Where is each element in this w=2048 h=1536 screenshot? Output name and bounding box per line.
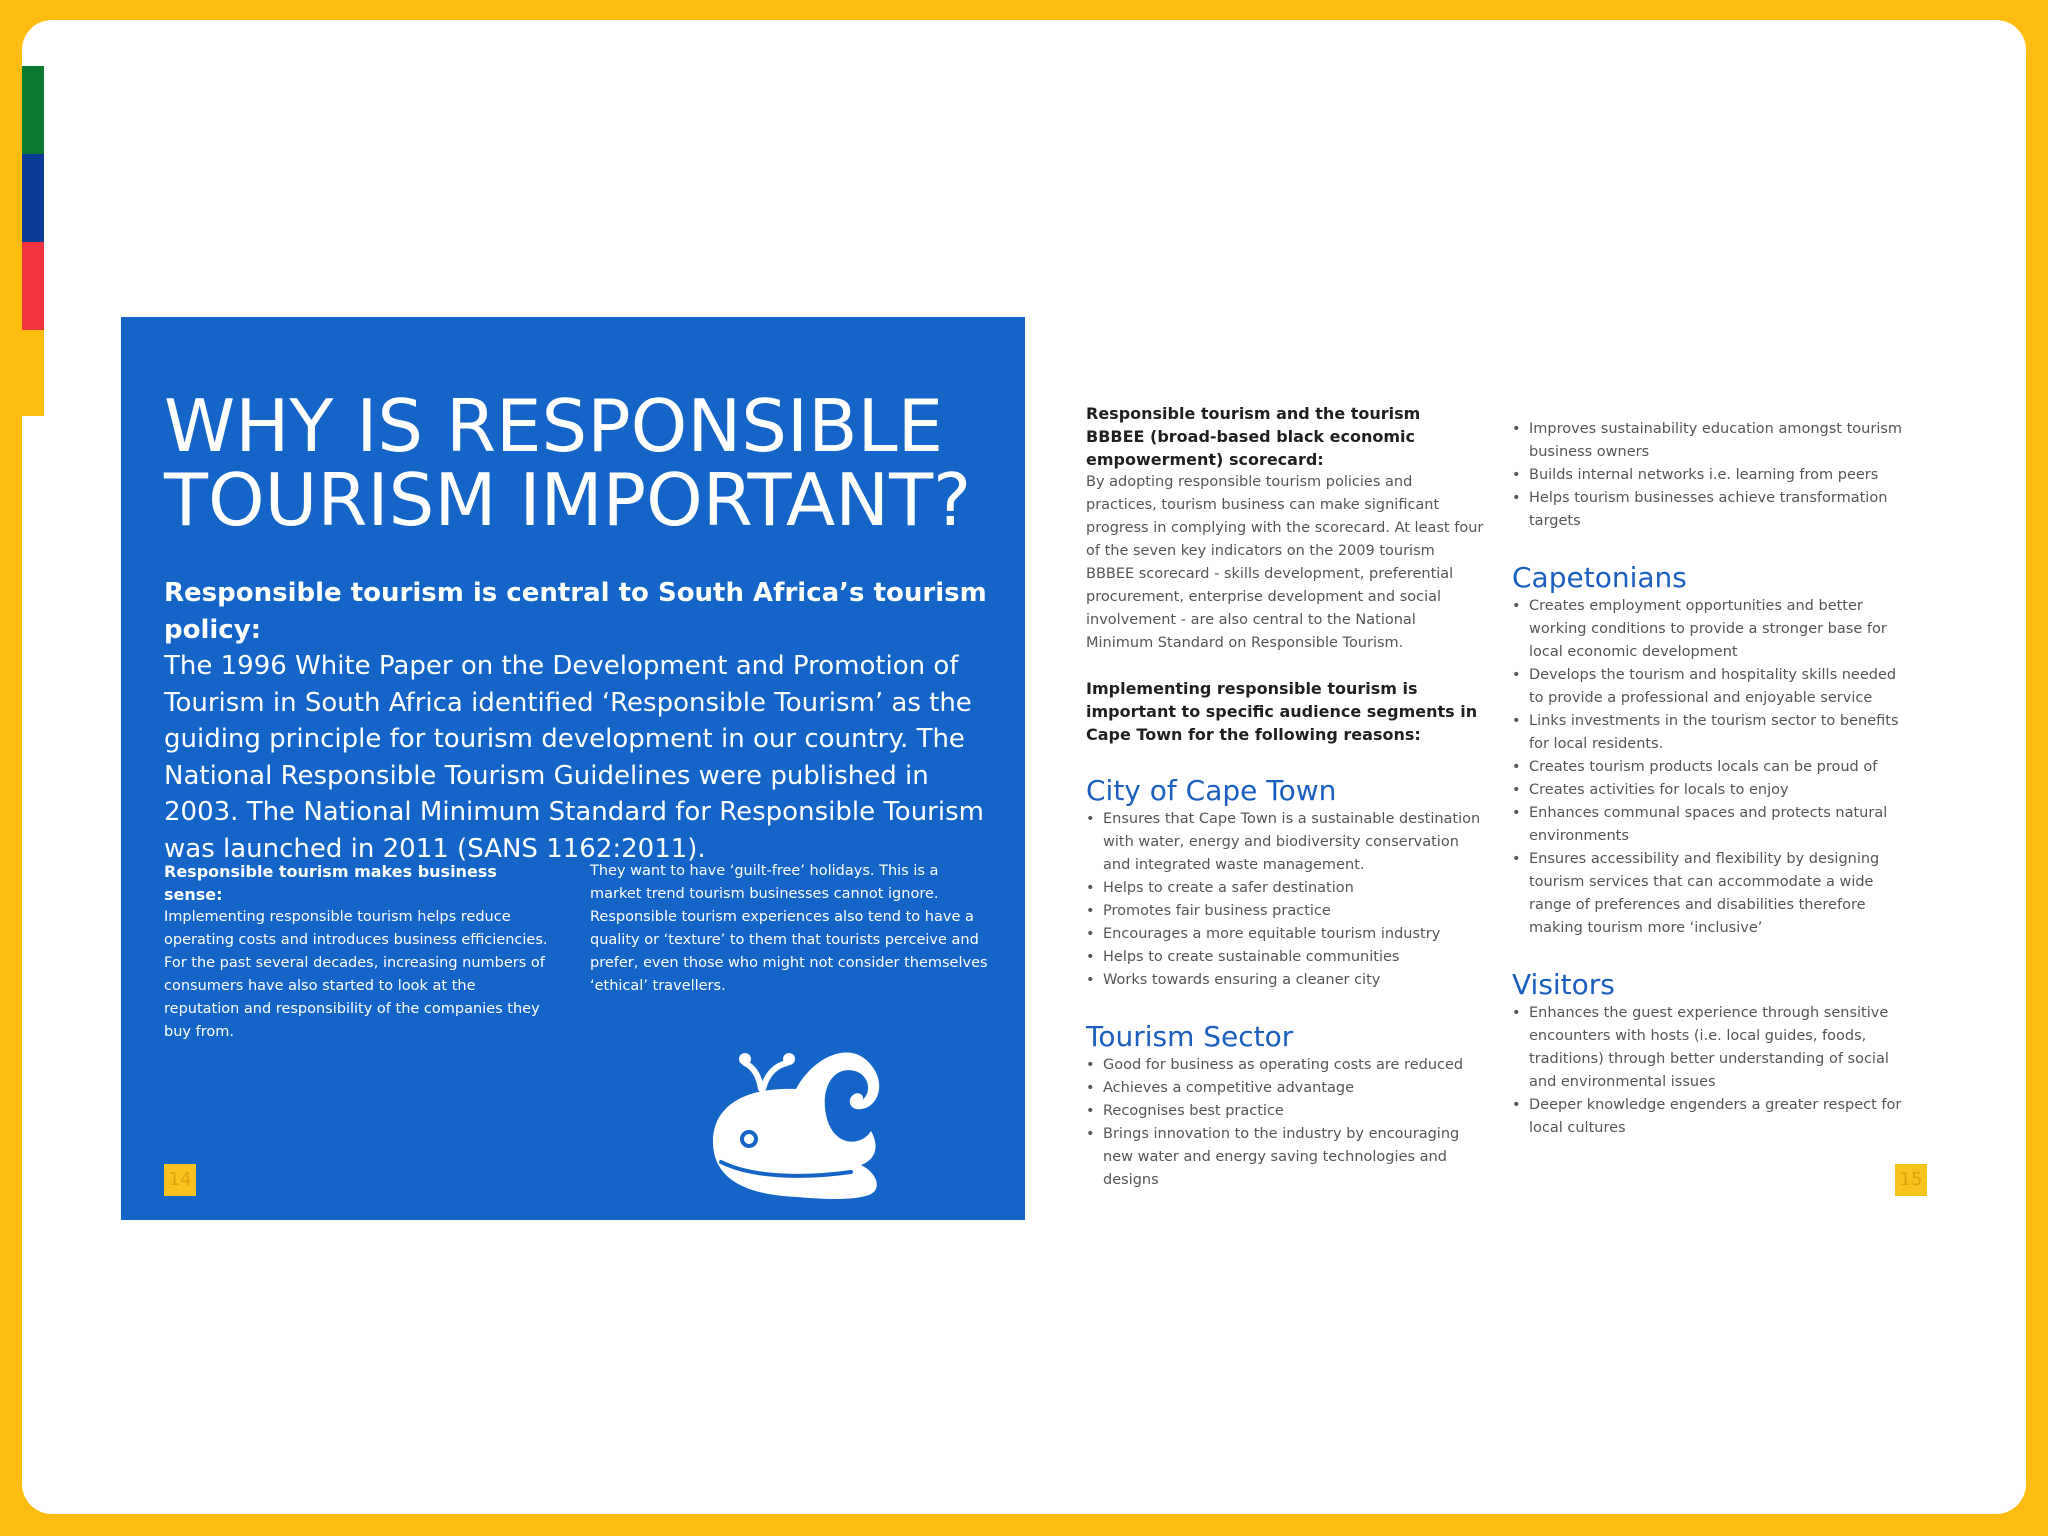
guilt-free-body: They want to have ‘guilt-free’ holidays. This is a market trend tourism businesses cannot ignore. Responsible tourism experiences also tend to have a quality or ‘texture’ to them that tourists perceive and prefer, even those who might not consider themselves ‘ethical’ travellers. [590,863,988,994]
flag-stripe-blue [22,154,44,242]
flag-stripe-yellow [22,330,44,416]
business-sense-body: Implementing responsible tourism helps reduce operating costs and introduces business efficiencies. For the past several decades, increasing numbers of consumers have also started to look at the reputation and responsibility of the companies they buy from. [164,909,548,1040]
tourism-sector-list-continued [1512,418,1910,533]
right-page [1062,20,1962,1514]
flag-stripe-red [22,242,44,330]
visitors-list [1512,1002,1910,1140]
title-line-2: TOURISM IMPORTANT? [164,458,972,542]
list-item: • Ensures accessibility and flexibility by designing tourism services that can accommodate a wide range of preferences and disabilities therefore making tourism more ‘inclusive’ [1512,848,1910,940]
list-item: • Helps tourism businesses achieve transformation targets [1512,487,1910,533]
list-item: • Enhances communal spaces and protects natural environments [1512,802,1910,848]
capetonians-list [1512,595,1910,940]
list-item: • Recognises best practice [1086,1100,1484,1123]
title-line-1: WHY IS RESPONSIBLE [164,384,944,468]
list-item: • Improves sustainability education amongst tourism business owners [1512,418,1910,464]
list-item: • Achieves a competitive advantage [1086,1077,1484,1100]
list-item: • Promotes fair business practice [1086,900,1484,923]
page-number-right: 15 [1895,1164,1927,1196]
left-page [121,317,1025,1220]
business-sense-column [164,860,549,1044]
section-title-city: City of Cape Town [1086,774,1337,807]
list-item: • Brings innovation to the industry by encouraging new water and energy saving technologies and designs [1086,1123,1484,1192]
right-column-1 [1086,402,1484,1192]
list-item: • Helps to create a safer destination [1086,877,1484,900]
bbbee-body: By adopting responsible tourism policies and practices, tourism business can make significant progress in complying with the scorecard. At least four of the seven key indicators on the 2009 tourism BBBEE scorecard - skills development, preferential procurement, enterprise development and social involvement - are also central to the National Minimum Standard on Responsible Tourism. [1086,474,1484,651]
intro-body: The 1996 White Paper on the Development and Promotion of Tourism in South Africa identified ‘Responsible Tourism’ as the guiding principle for tourism development in our country. The National Responsible Tourism Guidelines were published in 2003. The National Minimum Standard for Responsible Tourism was launched in 2011 (SANS 1162:2011). [164,651,984,864]
intro-paragraph [164,575,994,867]
list-item: • Builds internal networks i.e. learning from peers [1512,464,1910,487]
list-item: • Encourages a more equitable tourism industry [1086,923,1484,946]
business-sense-heading: Responsible tourism makes business sense: [164,862,497,904]
list-item: • Develops the tourism and hospitality skills needed to provide a professional and enjoyable service [1512,664,1910,710]
list-item: • Creates employment opportunities and better working conditions to provide a stronger base for local economic development [1512,595,1910,664]
section-title-tourism-sector: Tourism Sector [1086,1020,1294,1053]
whale-icon [701,1027,901,1202]
list-item: • Creates activities for locals to enjoy [1512,779,1910,802]
tourism-sector-list [1086,1054,1484,1192]
page-number-left: 14 [164,1164,196,1196]
right-column-2 [1512,418,1910,1140]
slide [22,20,2026,1514]
list-item: • Links investments in the tourism sector to benefits for local residents. [1512,710,1910,756]
page-title [164,384,1004,542]
section-title-capetonians: Capetonians [1512,561,1687,594]
list-item: • Enhances the guest experience through sensitive encounters with hosts (i.e. local guides, foods, traditions) through better understanding of social and environmental issues [1512,1002,1910,1094]
section-title-visitors: Visitors [1512,968,1615,1001]
intro-lead: Responsible tourism is central to South Africa’s tourism policy: [164,578,987,645]
flag-stripe-green [22,66,44,154]
list-item: • Good for business as operating costs are reduced [1086,1054,1484,1077]
list-item: • Ensures that Cape Town is a sustainable destination with water, energy and biodiversity conservation and integrated waste management. [1086,808,1484,877]
list-item: • Deeper knowledge engenders a greater respect for local cultures [1512,1094,1910,1140]
city-list [1086,808,1484,992]
guilt-free-column [590,860,990,998]
list-item: • Creates tourism products locals can be proud of [1512,756,1910,779]
bbbee-heading: Responsible tourism and the tourism BBBEE (broad-based black economic empowerment) scorecard: [1086,404,1421,469]
list-item: • Works towards ensuring a cleaner city [1086,969,1484,992]
segments-heading: Implementing responsible tourism is important to specific audience segments in Cape Town for the following reasons: [1086,679,1478,744]
list-item: • Helps to create sustainable communities [1086,946,1484,969]
